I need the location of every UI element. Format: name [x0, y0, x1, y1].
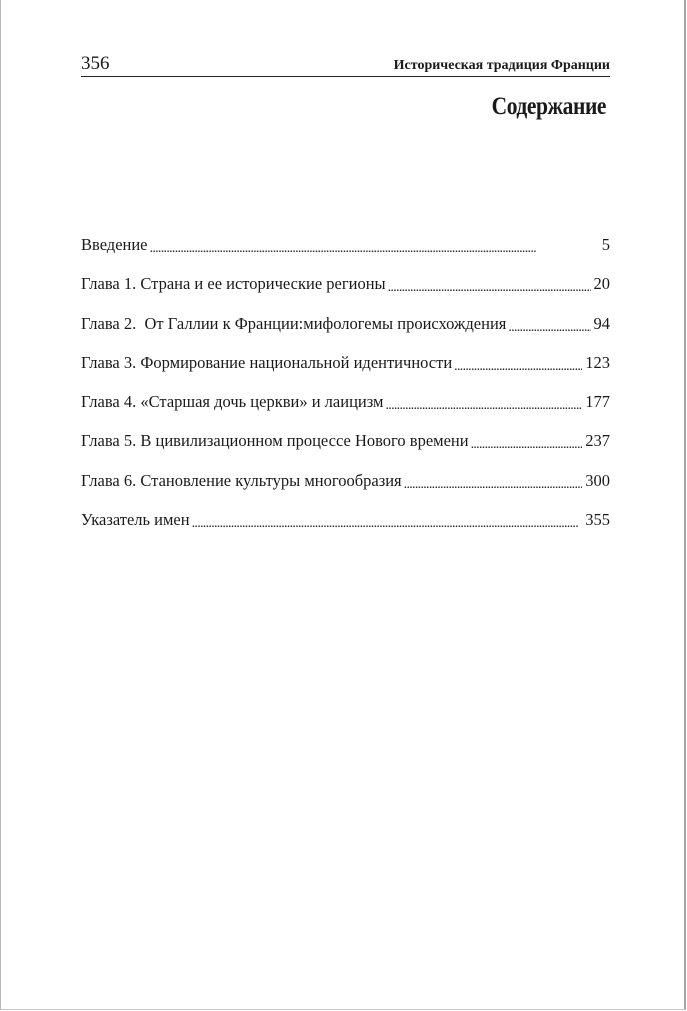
- toc-entry-title: Глава 3. Формирование национальной идентичности: [81, 352, 453, 372]
- toc-entry-chapter-3: [81, 350, 610, 389]
- dot-leader: [388, 279, 591, 299]
- dot-leader: [508, 319, 590, 339]
- toc-entry-page: 355: [585, 510, 610, 530]
- toc-entry-chapter-6: [81, 468, 610, 507]
- toc-heading: Содержание: [491, 93, 606, 120]
- toc-entry-page: 5: [601, 235, 610, 254]
- page-number: 356: [81, 53, 110, 74]
- toc-entry-title: Глава 5. В цивилизационном процессе Нового времени: [81, 431, 469, 451]
- toc-entry-page: 20: [593, 274, 610, 294]
- toc-entry-title: Глава 2. От Галлии к Франции:мифологемы происхождения: [81, 313, 507, 333]
- toc-entry-title: Введение: [81, 235, 148, 254]
- toc-entry-page: 237: [585, 431, 610, 451]
- dot-leader: [471, 436, 583, 456]
- toc-entry-chapter-2: [81, 311, 610, 350]
- toc-entry-introduction: [81, 232, 610, 271]
- toc-entry-title: Указатель имен: [81, 510, 190, 530]
- dot-leader: [385, 397, 582, 417]
- toc-entry-page: 123: [585, 352, 610, 372]
- toc-entry-name-index: [81, 507, 610, 546]
- dot-leader: [150, 240, 599, 260]
- dot-leader: [192, 515, 583, 535]
- running-title: Историческая традиция Франции: [393, 58, 610, 73]
- table-of-contents: [81, 232, 610, 546]
- dot-leader: [404, 476, 583, 496]
- running-header: [81, 52, 610, 77]
- toc-entry-page: 300: [585, 470, 610, 490]
- dot-leader: [454, 358, 582, 378]
- toc-entry-chapter-4: [81, 389, 610, 428]
- toc-entry-page: 94: [593, 313, 610, 333]
- toc-entry-title: Глава 6. Становление культуры многообразия: [81, 470, 402, 490]
- toc-entry-page: 177: [585, 392, 610, 412]
- toc-entry-chapter-1: [81, 271, 610, 310]
- toc-entry-title: Глава 4. «Старшая дочь церкви» и лаицизм: [81, 392, 384, 412]
- toc-entry-title: Глава 1. Страна и ее исторические регионы: [81, 274, 386, 294]
- toc-entry-chapter-5: [81, 428, 610, 467]
